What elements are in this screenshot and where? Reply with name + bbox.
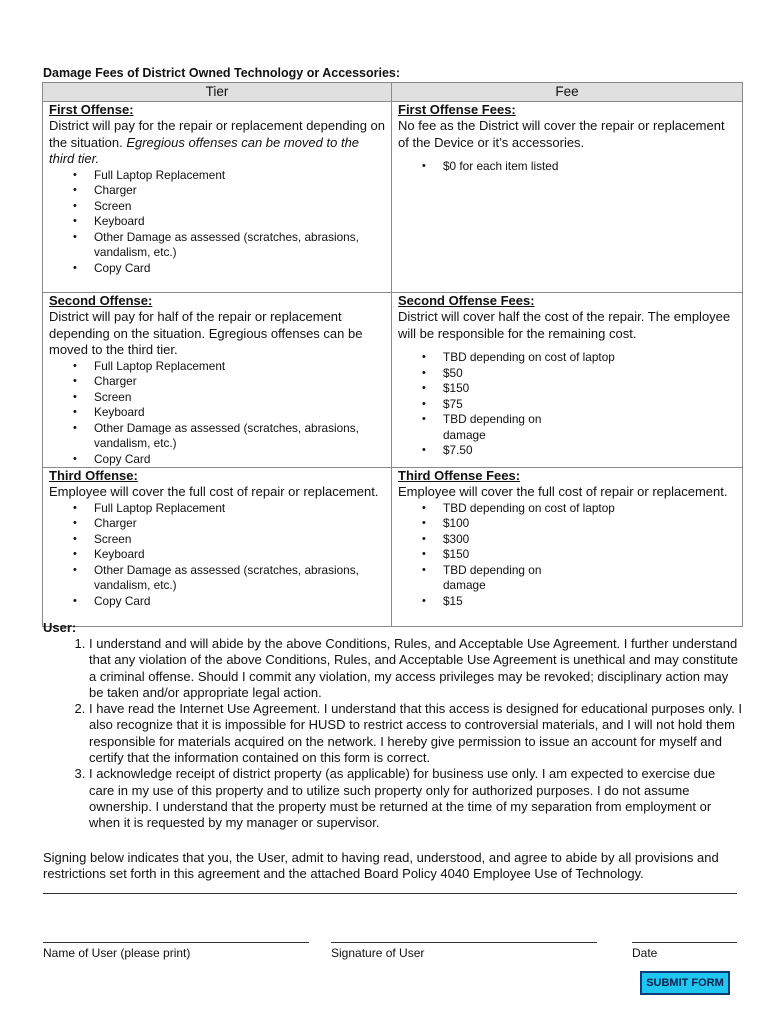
tier-column-header: Tier (43, 83, 392, 102)
third-offense-item-list (49, 501, 391, 610)
list-item: • Screen (94, 390, 391, 406)
list-item: • Copy Card (94, 261, 391, 277)
list-item: • Other Damage as assessed (scratches, abrasions, vandalism, etc.) (94, 563, 391, 594)
list-item: • $0 for each item listed (443, 159, 742, 175)
signing-statement: Signing below indicates that you, the User, admit to having read, understood, and agree to abide by all provisions and restrictions set forth in this agreement and the attached Board Policy 4040 Employee Use of Technology. (43, 850, 719, 882)
first-offense-fee-cell (392, 102, 743, 293)
list-item: • Charger (94, 374, 391, 390)
second-offense-description: District will pay for half of the repair or replacement depending on the situation. Egregious offenses can be moved to the third tier. (49, 309, 363, 357)
list-item: • Copy Card (94, 594, 391, 610)
second-offense-fees-description: District will cover half the cost of the repair. The employee will be responsible for the remaining cost. (398, 309, 731, 341)
list-item: • $150 (443, 547, 742, 563)
list-item: • Other Damage as assessed (scratches, abrasions, vandalism, etc.) (94, 230, 391, 261)
table-row-third-offense (43, 468, 743, 627)
list-item: • Other Damage as assessed (scratches, abrasions, vandalism, etc.) (94, 421, 391, 452)
first-offense-item-list (49, 168, 391, 277)
statement-underline (43, 893, 737, 894)
user-agreement-section (43, 620, 743, 832)
list-item: • Full Laptop Replacement (94, 168, 391, 184)
agreement-item-1: 1. I understand and will abide by the above Conditions, Rules, and Acceptable Use Agreement. I further understand that any violation of the above Conditions, Rules, and Acceptable Use Agreement is unethical and may constitute a criminal offense. Should I commit any violation, my access privileges may be revoked; disciplinary action may be taken and/or appropriate legal action. (89, 636, 743, 701)
third-offense-fee-cell (392, 468, 743, 627)
submit-form-button[interactable]: SUBMIT FORM (640, 971, 730, 995)
second-offense-fee-list (398, 350, 742, 459)
list-item: • $300 (443, 532, 742, 548)
list-item: • Charger (94, 516, 391, 532)
list-item: • Screen (94, 199, 391, 215)
first-offense-fees-heading: First Offense Fees: (398, 102, 516, 117)
list-item: • TBD depending on damage (443, 563, 557, 594)
third-offense-heading: Third Offense: (49, 468, 138, 483)
list-item: • Full Laptop Replacement (94, 501, 391, 517)
agreement-item-3: 3. I acknowledge receipt of district property (as applicable) for business use only. I am expected to exercise due care in my use of this property and to utilize such property only for authorized purposes. I do not assume ownership. I understand that the property must be returned at the time of my separation from employment or when it is requested by my manager or supervisor. (89, 766, 743, 831)
third-offense-tier-cell (43, 468, 392, 627)
document-title: Damage Fees of District Owned Technology or Accessories: (43, 66, 401, 80)
second-offense-item-list (49, 359, 391, 468)
agreement-item-2: 2. I have read the Internet Use Agreement. I understand that this access is designed for educational purposes only. I also recognize that it is impossible for HUSD to restrict access to controversial materials, and I will not hold them responsible for materials acquired on the network. I hereby give permission to issue an account for myself and certify that the information contained on this form is correct. (89, 701, 743, 766)
name-field-line[interactable] (43, 942, 309, 943)
list-item: • Copy Card (94, 452, 391, 468)
list-item: • $100 (443, 516, 742, 532)
fee-column-header: Fee (392, 83, 743, 102)
second-offense-heading: Second Offense: (49, 293, 153, 308)
list-item: • TBD depending on cost of laptop (443, 501, 742, 517)
list-item: • $50 (443, 366, 742, 382)
list-item: • TBD depending on cost of laptop (443, 350, 742, 366)
list-item: • Screen (94, 532, 391, 548)
first-offense-heading: First Offense: (49, 102, 134, 117)
signature-field-line[interactable] (331, 942, 597, 943)
first-offense-fee-list (398, 159, 742, 175)
third-offense-description: Employee will cover the full cost of repair or replacement. (49, 484, 379, 499)
date-field-label: Date (632, 946, 658, 960)
first-offense-description: District will pay for the repair or replacement depending on the situation. Egregious offenses can be moved to the third tier. (49, 118, 386, 166)
agreement-list (43, 636, 743, 832)
table-row-second-offense (43, 293, 743, 468)
list-item: • Full Laptop Replacement (94, 359, 391, 375)
list-item: • Keyboard (94, 547, 391, 563)
list-item: • $15 (443, 594, 742, 610)
third-offense-fee-list (398, 501, 742, 610)
second-offense-fees-heading: Second Offense Fees: (398, 293, 535, 308)
user-label: User: (43, 620, 77, 635)
list-item: • $150 (443, 381, 742, 397)
list-item: • $7.50 (443, 443, 742, 459)
third-offense-fees-heading: Third Offense Fees: (398, 468, 521, 483)
table-header-row (43, 83, 743, 102)
list-item: • Keyboard (94, 214, 391, 230)
first-offense-tier-cell (43, 102, 392, 293)
date-field-line[interactable] (632, 942, 737, 943)
second-offense-fee-cell (392, 293, 743, 468)
signature-field-label: Signature of User (331, 946, 425, 960)
list-item: • Keyboard (94, 405, 391, 421)
third-offense-fees-description: Employee will cover the full cost of repair or replacement. (398, 484, 728, 499)
list-item: • $75 (443, 397, 742, 413)
first-offense-fees-description: No fee as the District will cover the repair or replacement of the Device or it’s accessories. (398, 118, 725, 150)
table-row-first-offense (43, 102, 743, 293)
damage-fee-table (42, 82, 743, 627)
list-item: • TBD depending on damage (443, 412, 557, 443)
name-field-label: Name of User (please print) (43, 946, 191, 960)
list-item: • Charger (94, 183, 391, 199)
second-offense-tier-cell (43, 293, 392, 468)
